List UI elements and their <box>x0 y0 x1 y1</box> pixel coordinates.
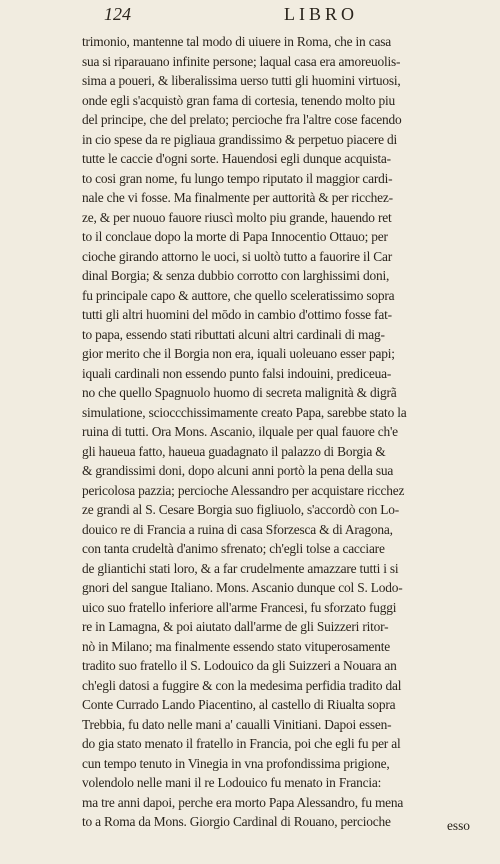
text-line: & grandissimi doni, dopo alcuni anni portò la pena della sua <box>82 463 394 478</box>
text-line: douico re di Francia a ruina di casa Sforzesca & di Aragona, <box>82 521 393 537</box>
text-line: volendolo nelle mani il re Lodouico fu menato in Francia: <box>82 775 382 790</box>
text-line: Trebbia, fu dato nelle mani a' caualli Vinitiani. Dapoi essen- <box>82 716 392 732</box>
text-line: sima a poueri, & liberalissima uerso tutti gli huomini virtuosi, <box>82 73 401 88</box>
text-line: Conte Currado Lando Piacentino, al castello di Riualta sopra <box>82 697 396 712</box>
text-line: ze grandi al S. Cesare Borgia suo figliuolo, s'accordò con Lo- <box>82 502 400 517</box>
text-line: to il conclaue dopo la morte di Papa Innocentio Ottauo; per <box>82 229 388 244</box>
text-line: tradito suo fratello il S. Lodouico da gli Suizzeri a Nouara an <box>82 658 397 673</box>
text-line: do gia stato menato il fratello in Francia, poi che egli fu per al <box>82 736 401 751</box>
text-line: gior merito che il Borgia non era, iquali uoleuano esser papi; <box>82 346 395 361</box>
text-line: pericolosa pazzia; percioche Alessandro per acquistare ricchez <box>82 482 405 498</box>
text-line: no che quello Spagnuolo huomo di secreta malignità & digrã <box>82 385 397 400</box>
text-line: to papa, essendo stati ributtati alcuni altri cardinali di mag- <box>82 326 385 342</box>
text-line: in cio spese da re pigliaua grandissimo & perpetuo piacere di <box>82 131 398 147</box>
running-head <box>104 4 450 26</box>
text-line: nò in Milano; ma finalmente essendo stato vituperosamente <box>82 638 391 654</box>
catchword: esso <box>446 818 470 833</box>
text-line: gli haueua fatto, haueua guadagnato il palazzo di Borgia & <box>82 443 386 459</box>
text-line: fu principale capo & auttore, che quello sceleratissimo sopra <box>82 287 395 303</box>
text-line: re in Lamagna, & poi aiutato dall'arme de gli Suizzeri ritor- <box>82 619 389 634</box>
text-line: iquali cardinali non essendo punto falsi indouini, prediceua- <box>82 365 392 381</box>
text-line: nale che vi fosse. Ma finalmente per auttorità & per ricchez- <box>82 190 393 205</box>
text-line: con tanta crudeltà d'animo sfrenato; ch'egli tolse a cacciare <box>82 541 385 556</box>
text-line: ma tre anni dapoi, perche era morto Papa Alessandro, fu mena <box>82 794 404 810</box>
text-line: del principe, che del prelato; percioche fra l'altre cose facendo <box>82 112 402 127</box>
text-line: simulatione, scioccchissimamente creato Papa, sarebbe stato la <box>82 404 407 420</box>
text-line: ruina di tutti. Ora Mons. Ascanio, ilquale per qual fauore ch'e <box>82 424 398 439</box>
body-text <box>82 32 482 832</box>
text-line: gnori del sangue Italiano. Mons. Ascanio dunque col S. Lodo- <box>82 580 403 595</box>
text-line: cun tempo tenuto in Vinegia in vna profondissima prigione, <box>82 755 390 771</box>
text-line: dinal Borgia; & senza dubbio corrotto con larghissimi doni, <box>82 268 390 283</box>
text-line: to cosi gran nome, fu lungo tempo riputato il maggior cardi- <box>82 170 393 186</box>
text-line: sua si riparauano infinite persone; laqual casa era amoreuolis- <box>82 53 401 69</box>
text-line: trimonio, mantenne tal modo di uiuere in Roma, che in casa <box>82 34 391 49</box>
text-line: de gliantichi stati loro, & a far crudelmente amazzare tutti i si <box>82 560 399 576</box>
text-line: onde egli s'acquistò gran fama di cortesia, tenendo molto piu <box>82 92 395 108</box>
text-line: ze, & per nuouo fauore riuscì molto piu grande, hauendo ret <box>82 209 392 225</box>
text-line: cioche girando attorno le uoci, si uoltò tutto a fauorire il Car <box>82 248 392 264</box>
text-line: tutti gli altri huomini del mōdo in cambio d'ottimo fosse fat- <box>82 307 392 322</box>
text-line: tutte le caccie d'ogni sorte. Hauendosi egli dunque acquista- <box>82 151 391 166</box>
running-title: LIBRO <box>284 4 358 24</box>
text-line: ch'egli datosi a fuggire & con la medesima perfidia tradito dal <box>82 677 402 693</box>
page-number: 124 <box>104 4 131 24</box>
text-line: uico suo fratello inferiore all'arme Francesi, fu sforzato fuggi <box>82 599 397 615</box>
text-line: to a Roma da Mons. Giorgio Cardinal di Rouano, percioche <box>82 814 391 829</box>
